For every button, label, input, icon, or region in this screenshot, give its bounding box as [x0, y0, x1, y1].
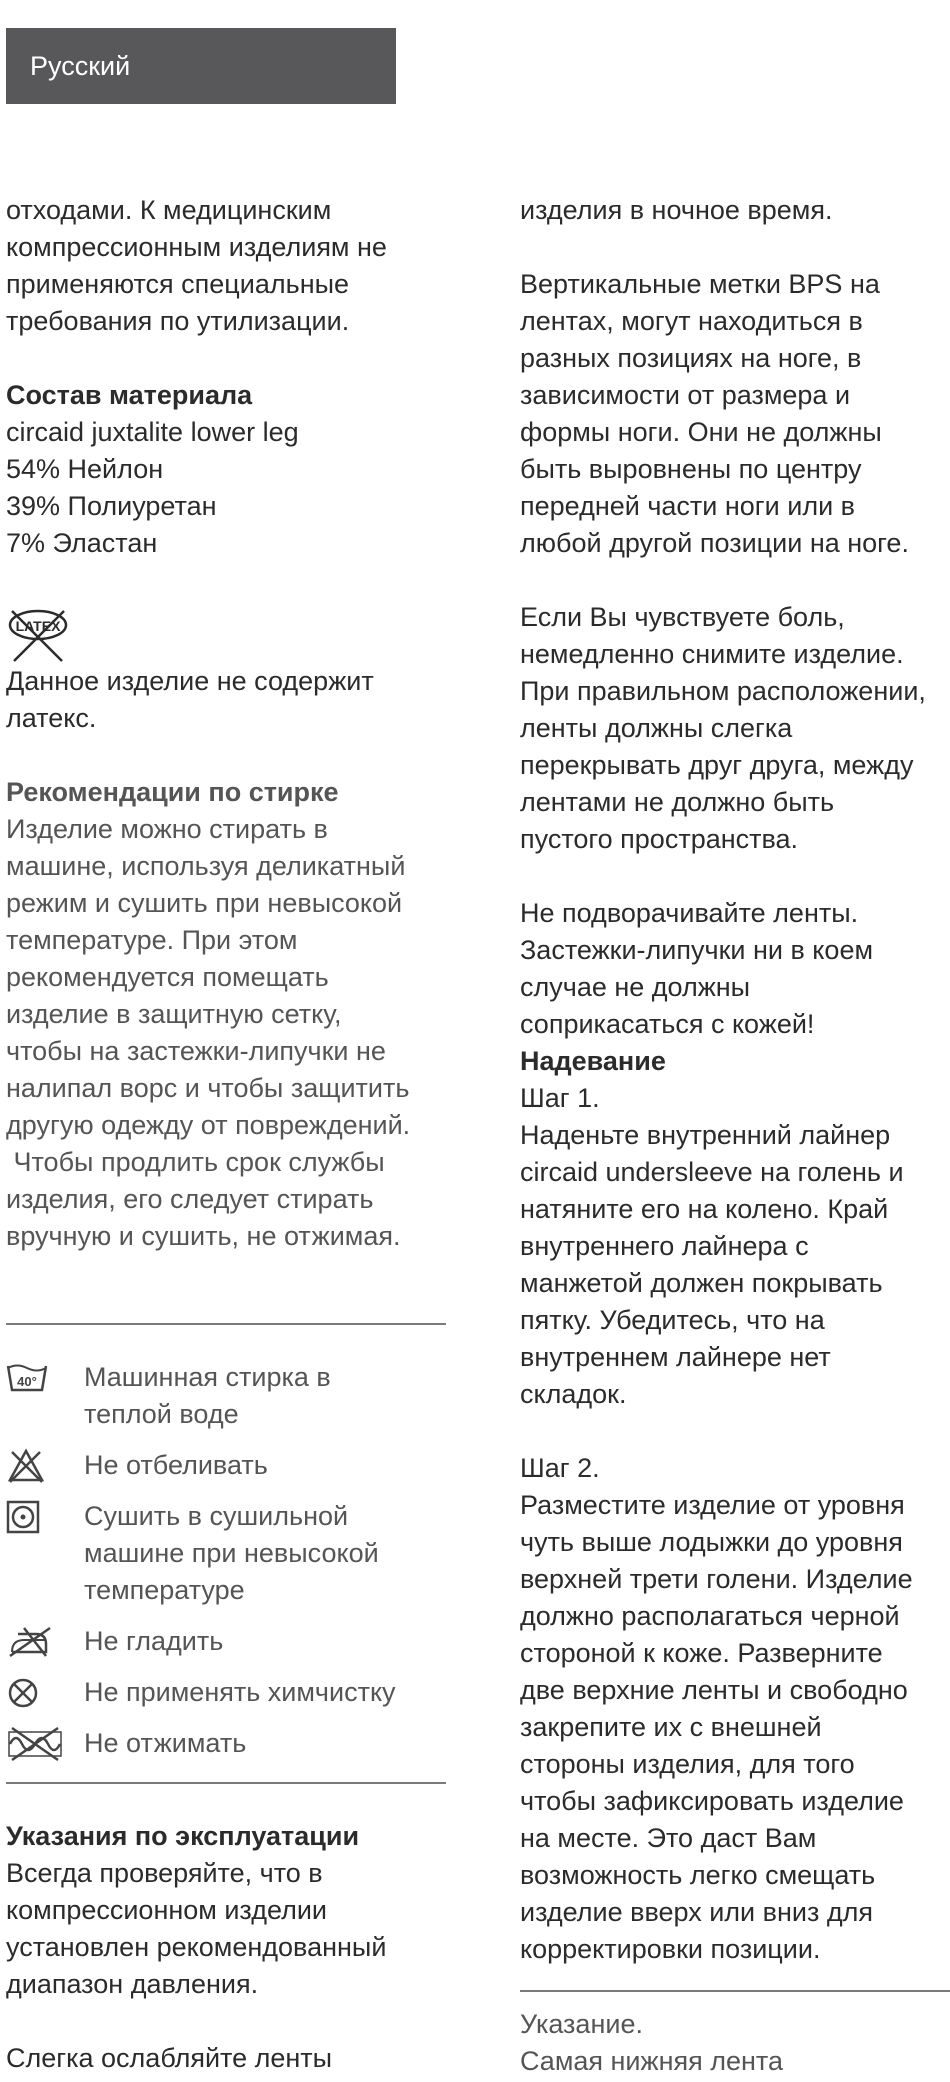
- note-text: Самая нижняя лента: [520, 2046, 783, 2076]
- right-column: [520, 192, 950, 2080]
- step2-text: Разместите изделие от уровня чуть выше лодыжки до уровня верхней трети голени. Изделие должно располагаться черной стороной к коже. Разверните две верхние ленты и свободно закрепите их с внешней стороны изделия, для того чтобы зафиксировать изделие на месте. Это даст Вам возможность легко смещать изделие вверх или вниз для корректировки позиции.: [520, 1490, 913, 1964]
- bps-text: Вертикальные метки BPS на лентах, могут находиться в разных позициях на ноге, в зависимости от размера и формы ноги. Они не должны быть выровнены по центру передней части ноги или в любой другой позиции на ноге.: [520, 269, 909, 558]
- care-item-wash: 40° Машинная стирка в теплой воде: [6, 1359, 446, 1433]
- night-text: изделия в ночное время.: [520, 195, 833, 225]
- language-tab[interactable]: Русский: [6, 28, 396, 104]
- latex-free-icon: [6, 607, 70, 663]
- left-column: [6, 192, 446, 2077]
- care-item-wring: Не отжимать: [6, 1725, 446, 1762]
- svg-text:LATEX: LATEX: [15, 618, 61, 634]
- care-item-tumble-dry: Сушить в сушильной машине при невысокой температуре: [6, 1498, 446, 1609]
- material-title: Состав материала: [6, 380, 253, 410]
- material-list: circaid juxtalite lower leg 54% Нейлон 39% Полиуретан 7% Эластан: [6, 417, 299, 558]
- no-iron-icon: [6, 1623, 66, 1660]
- latex-text: Данное изделие не содержит латекс.: [6, 666, 374, 733]
- step2-title: Шаг 2.: [520, 1453, 600, 1483]
- usage-tail: Слегка ослабляйте ленты: [6, 2043, 333, 2073]
- no-wring-icon: [6, 1725, 66, 1762]
- washing-title: Рекомендации по стирке: [6, 777, 339, 807]
- pain-text: Если Вы чувствуете боль, немедленно снимите изделие. При правильном расположении, ленты должны слегка перекрывать друг друга, между лентами не должно быть пустого пространства.: [520, 602, 926, 854]
- step1-title: Шаг 1.: [520, 1083, 600, 1113]
- care-item-bleach: Не отбеливать: [6, 1447, 446, 1484]
- donning-title: Надевание: [520, 1046, 666, 1076]
- usage-title: Указания по эксплуатации: [6, 1821, 360, 1851]
- no-bleach-icon: [6, 1447, 66, 1484]
- fold-text: Не подворачивайте ленты. Застежки-липучки ни в коем случае не должны соприкасаться с кожей!: [520, 898, 874, 1039]
- note-title: Указание.: [520, 2009, 643, 2039]
- intro-text: отходами. К медицинским компрессионным изделиям не применяются специальные требования по утилизации.: [6, 195, 387, 336]
- care-item-iron: Не гладить: [6, 1623, 446, 1660]
- step1-text: Наденьте внутренний лайнер circaid undersleeve на голень и натяните его на колено. Край внутреннего лайнера с манжетой должен покрывать пятку. Убедитесь, что на внутреннем лайнере нет складок.: [520, 1120, 904, 1409]
- usage-text: Всегда проверяйте, что в компрессионном изделии установлен рекомендованный диапазон давления.: [6, 1858, 387, 1999]
- no-dry-clean-icon: [6, 1674, 66, 1711]
- tumble-dry-low-icon: [6, 1498, 66, 1535]
- svg-text:40°: 40°: [17, 1373, 37, 1389]
- care-symbols-list: [6, 1359, 446, 1762]
- wash-40-icon: [6, 1359, 66, 1396]
- care-item-dry-clean: Не применять химчистку: [6, 1674, 446, 1711]
- washing-text: Изделие можно стирать в машине, используя деликатный режим и сушить при невысокой температуре. При этом рекомендуется помещать изделие в защитную сетку, чтобы на застежки-липучки не налипал ворс и чтобы защитить другую одежду от повреждений. Чтобы продлить срок службы изделия, его следует стирать вручную и сушить, не отжимая.: [6, 814, 411, 1251]
